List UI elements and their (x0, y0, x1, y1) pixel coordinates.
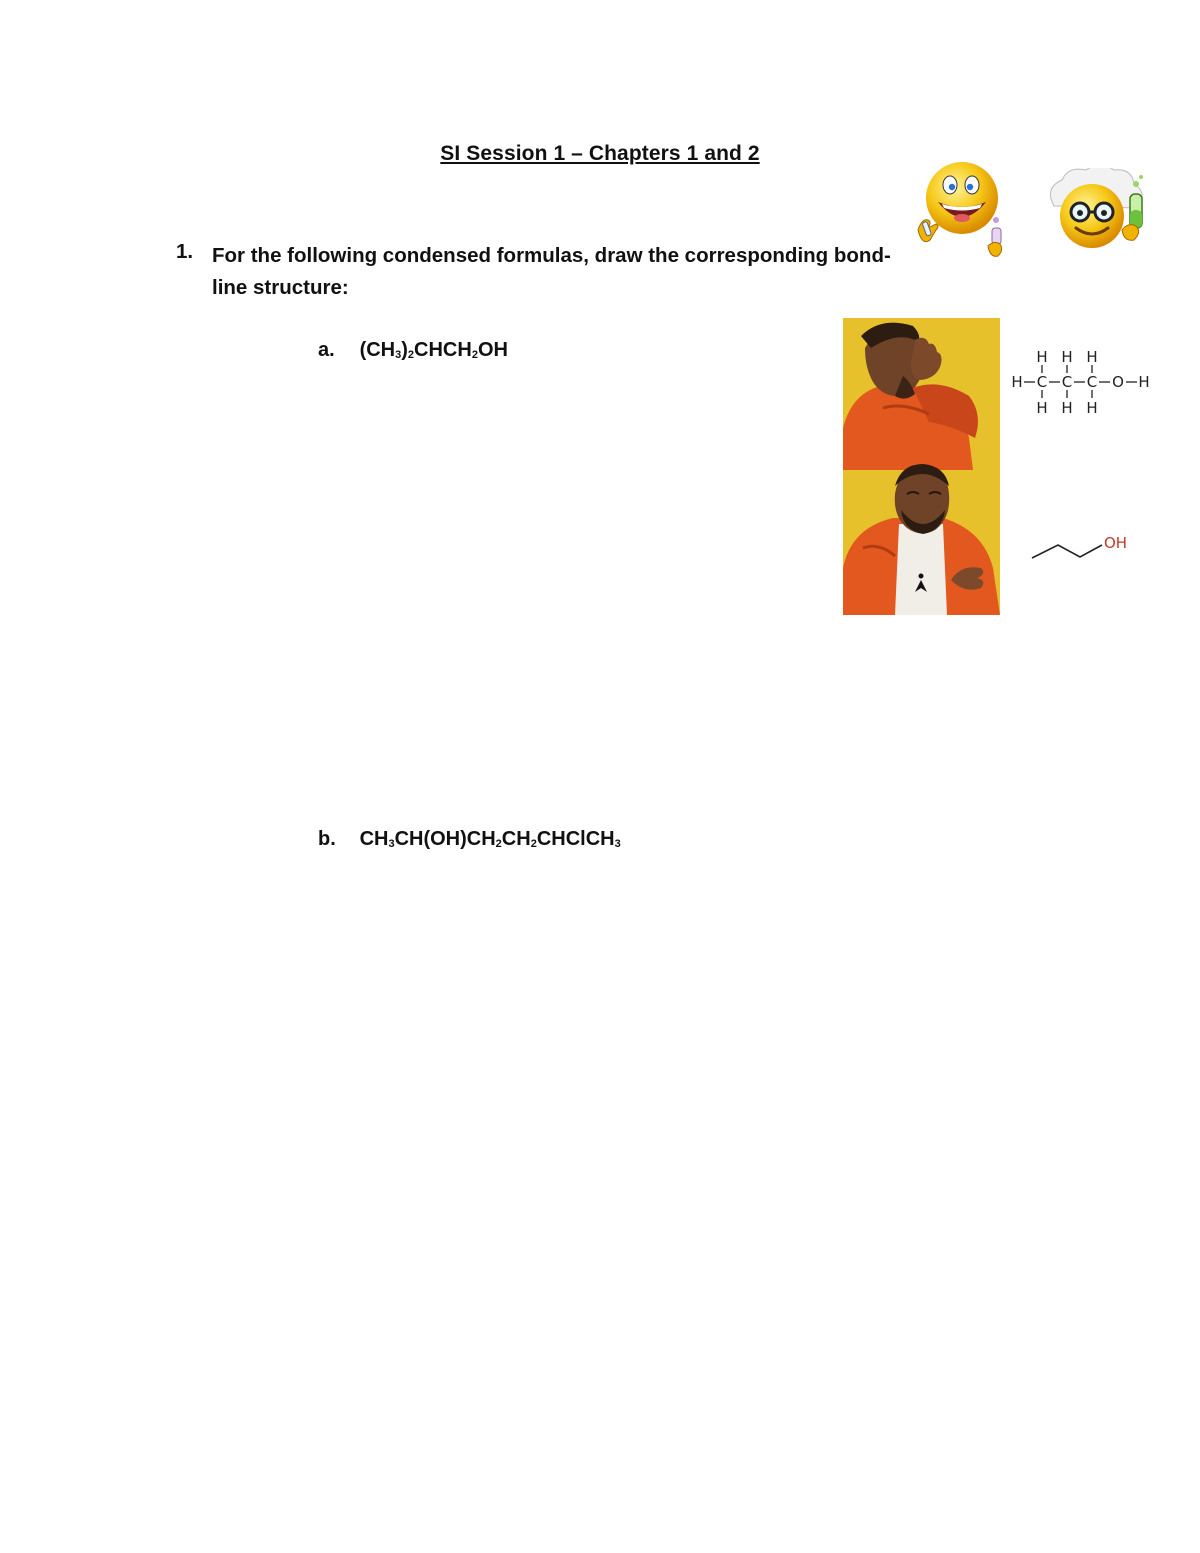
formula-segment: ) (401, 339, 408, 361)
formula-subscript: 2 (471, 349, 478, 361)
lewis-h: H (1086, 348, 1098, 366)
question-text: For the following condensed formulas, draw the corresponding bond-line structure: (212, 244, 891, 299)
lewis-h: H (1061, 399, 1073, 417)
part-a-label: a. (318, 339, 335, 361)
part-a (318, 339, 508, 362)
formula-segment: CH (501, 828, 531, 850)
page-title: SI Session 1 – Chapters 1 and 2 (440, 142, 760, 165)
skeletal-structure-diagram (1028, 530, 1138, 566)
lewis-c: C (1061, 373, 1073, 391)
formula-subscript: 3 (395, 349, 402, 361)
lewis-h: H (1036, 399, 1048, 417)
meme-top-panel (843, 318, 1000, 470)
part-b (318, 828, 621, 851)
formula-subscript: 2 (530, 838, 537, 850)
lewis-h: H (1086, 399, 1098, 417)
formula-subscript: 3 (614, 838, 621, 850)
formula-segment: OH (477, 339, 508, 361)
formula-segment: CHClCH (536, 828, 615, 850)
formula-segment: (CH (359, 339, 396, 361)
lewis-h: H (1011, 373, 1023, 391)
formula-segment: CH (359, 828, 389, 850)
lewis-structure-diagram (1005, 345, 1155, 417)
meme-bottom-panel (843, 464, 1000, 615)
formula-segment: CHCH (414, 339, 472, 361)
lewis-h: H (1036, 348, 1048, 366)
lewis-h: H (1061, 348, 1073, 366)
formula-segment: CH(OH)CH (394, 828, 496, 850)
formula-subscript: 2 (495, 838, 502, 850)
part-b-label: b. (318, 828, 336, 850)
part-a-formula (360, 339, 508, 361)
question-number: 1. (176, 240, 194, 263)
formula-subscript: 2 (407, 349, 415, 361)
formula-subscript: 3 (388, 838, 395, 850)
laughing-emoji-icon (912, 158, 1012, 260)
lewis-o: O (1112, 373, 1124, 391)
skeletal-oh-label: OH (1104, 534, 1128, 552)
drake-meme-image (843, 318, 1000, 615)
lewis-h: H (1138, 373, 1150, 391)
lewis-c: C (1086, 373, 1098, 391)
part-b-formula (360, 828, 621, 850)
scientist-emoji-icon (1040, 168, 1152, 260)
lewis-c: C (1036, 373, 1048, 391)
